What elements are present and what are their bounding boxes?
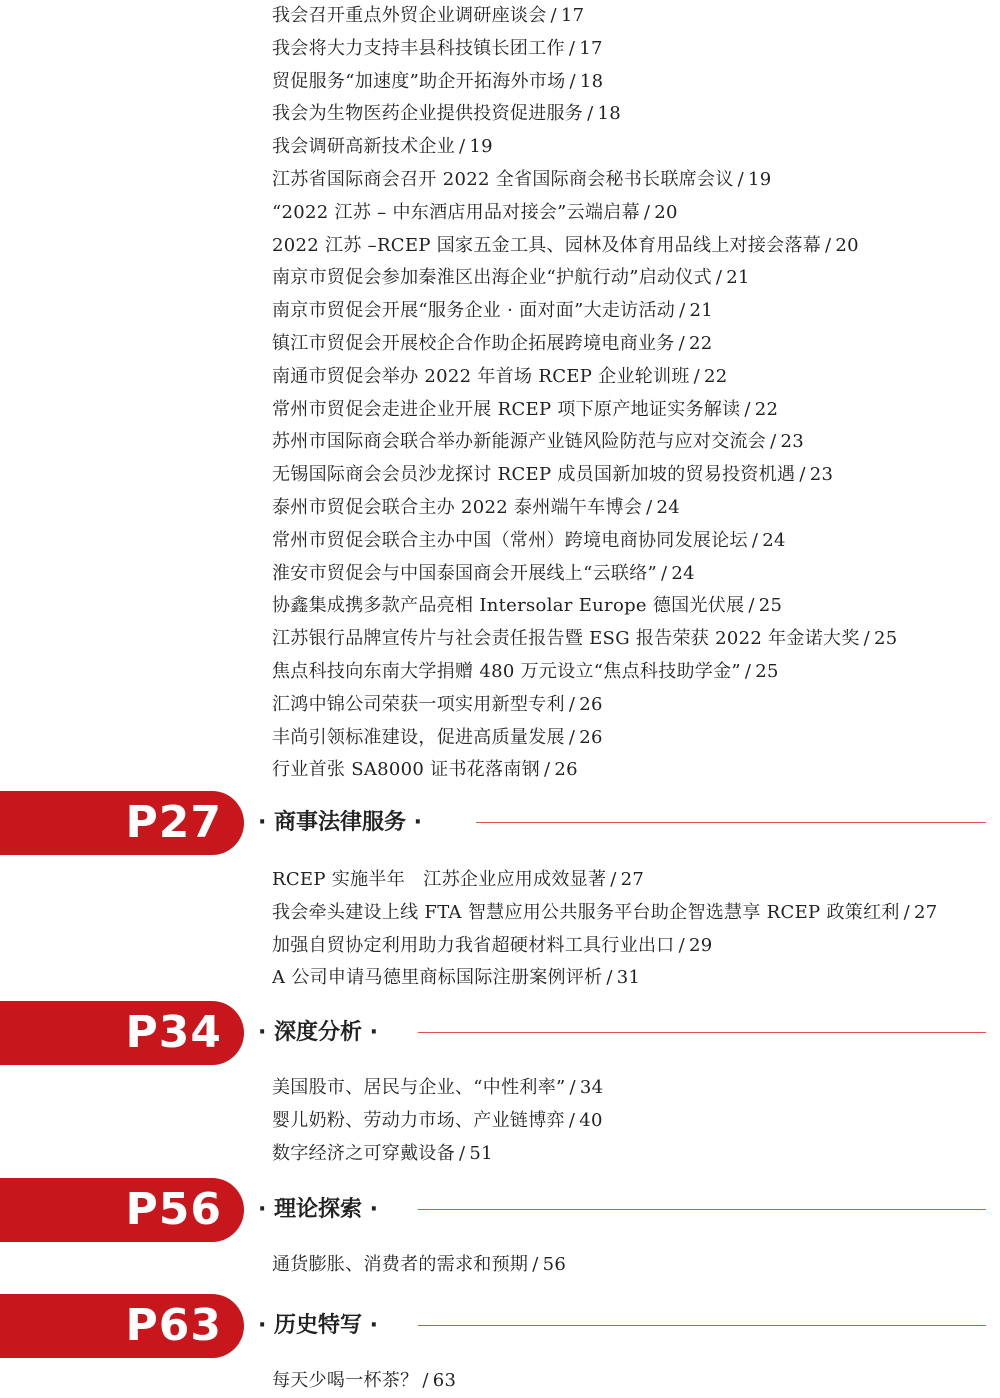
toc-entry[interactable]: 美国股市、居民与企业、“中性利率” / 34 <box>272 1077 604 1098</box>
toc-entry[interactable]: 加强自贸协定利用助力我省超硬材料工具行业出口 / 29 <box>272 934 713 956</box>
toc-entry[interactable]: 通货膨胀、消费者的需求和预期 / 56 <box>272 1254 567 1275</box>
section-tab <box>0 1001 244 1065</box>
toc-entry[interactable]: “2022 江苏 – 中东酒店用品对接会”云端启幕 / 20 <box>272 201 678 223</box>
section-tab <box>0 1178 244 1242</box>
toc-list-p27 <box>272 864 980 995</box>
section-page-code: P63 <box>125 1300 222 1351</box>
section-header-p34 <box>0 1001 1000 1065</box>
toc-list-top <box>272 0 980 787</box>
toc-entry[interactable]: 2022 江苏 –RCEP 国家五金工具、园林及体育用品线上对接会落幕 / 20 <box>272 234 859 256</box>
section-header-p27 <box>0 791 1000 855</box>
toc-entry[interactable]: 南京市贸促会参加秦淮区出海企业“护航行动”启动仪式 / 21 <box>272 267 750 289</box>
toc-entry[interactable]: 数字经济之可穿戴设备 / 51 <box>272 1142 493 1164</box>
toc-entry[interactable]: 苏州市国际商会联合举办新能源产业链风险防范与应对交流会 / 23 <box>272 431 804 453</box>
toc-list-p34 <box>272 1072 980 1170</box>
toc-entry[interactable]: 江苏银行品牌宣传片与社会责任报告暨 ESG 报告荣获 2022 年金诺大奖 / 25 <box>272 628 898 650</box>
section-header-p56 <box>0 1178 1000 1242</box>
toc-entry[interactable]: 常州市贸促会联合主办中国（常州）跨境电商协同发展论坛 / 24 <box>272 529 786 551</box>
divider-rule <box>418 1209 986 1210</box>
section-title[interactable]: · 深度分析 · <box>258 1020 379 1045</box>
toc-entry[interactable]: 每天少喝一杯茶？ / 63 <box>272 1370 457 1391</box>
toc-entry[interactable]: 我会为生物医药企业提供投资促进服务 / 18 <box>272 103 621 125</box>
toc-entry[interactable]: 我会将大力支持丰县科技镇长团工作 / 17 <box>272 37 603 59</box>
toc-entry[interactable]: 婴儿奶粉、劳动力市场、产业链博弈 / 40 <box>272 1109 603 1131</box>
toc-entry[interactable]: RCEP 实施半年 江苏企业应用成效显著 / 27 <box>272 869 645 890</box>
toc-list-p56 <box>272 1249 980 1282</box>
section-title[interactable]: · 商事法律服务 · <box>258 810 423 835</box>
toc-entry[interactable]: 我会牵头建设上线 FTA 智慧应用公共服务平台助企智选慧享 RCEP 政策红利 / 27 <box>272 901 938 923</box>
section-header-p63 <box>0 1294 1000 1358</box>
divider-rule <box>476 822 986 823</box>
toc-entry[interactable]: 南京市贸促会开展“服务企业 · 面对面”大走访活动 / 21 <box>272 300 713 322</box>
toc-entry[interactable]: 焦点科技向东南大学捐赠 480 万元设立“焦点科技助学金” / 25 <box>272 660 779 682</box>
toc-entry[interactable]: 泰州市贸促会联合主办 2022 泰州端午车博会 / 24 <box>272 496 681 518</box>
section-title[interactable]: · 理论探索 · <box>258 1197 379 1222</box>
toc-entry[interactable]: 行业首张 SA8000 证书花落南钢 / 26 <box>272 759 578 781</box>
toc-entry[interactable]: 丰尚引领标准建设，促进高质量发展 / 26 <box>272 726 603 748</box>
section-tab <box>0 1294 244 1358</box>
toc-entry[interactable]: 协鑫集成携多款产品亮相 Intersolar Europe 德国光伏展 / 25 <box>272 595 783 617</box>
toc-entry[interactable]: 淮安市贸促会与中国泰国商会开展线上“云联络” / 24 <box>272 562 695 584</box>
toc-entry[interactable]: 我会召开重点外贸企业调研座谈会 / 17 <box>272 5 585 26</box>
toc-entry[interactable]: A 公司申请马德里商标国际注册案例评析 / 31 <box>272 967 641 989</box>
section-page-code: P34 <box>125 1007 222 1058</box>
toc-entry[interactable]: 江苏省国际商会召开 2022 全省国际商会秘书长联席会议 / 19 <box>272 168 772 190</box>
toc-entry[interactable]: 无锡国际商会会员沙龙探讨 RCEP 成员国新加坡的贸易投资机遇 / 23 <box>272 464 834 486</box>
toc-entry[interactable]: 常州市贸促会走进企业开展 RCEP 项下原产地证实务解读 / 22 <box>272 398 779 420</box>
toc-entry[interactable]: 汇鸿中锦公司荣获一项实用新型专利 / 26 <box>272 693 603 715</box>
section-page-code: P27 <box>125 797 222 848</box>
divider-rule <box>418 1325 986 1326</box>
toc-entry[interactable]: 贸促服务“加速度”助企开拓海外市场 / 18 <box>272 70 604 92</box>
section-page-code: P56 <box>125 1184 222 1235</box>
toc-entry[interactable]: 南通市贸促会举办 2022 年首场 RCEP 企业轮训班 / 22 <box>272 365 728 387</box>
toc-list-p63 <box>272 1365 980 1398</box>
toc-entry[interactable]: 镇江市贸促会开展校企合作助企拓展跨境电商业务 / 22 <box>272 332 713 354</box>
section-title[interactable]: · 历史特写 · <box>258 1313 379 1338</box>
divider-rule <box>418 1032 986 1033</box>
section-tab <box>0 791 244 855</box>
toc-entry[interactable]: 我会调研高新技术企业 / 19 <box>272 136 493 158</box>
